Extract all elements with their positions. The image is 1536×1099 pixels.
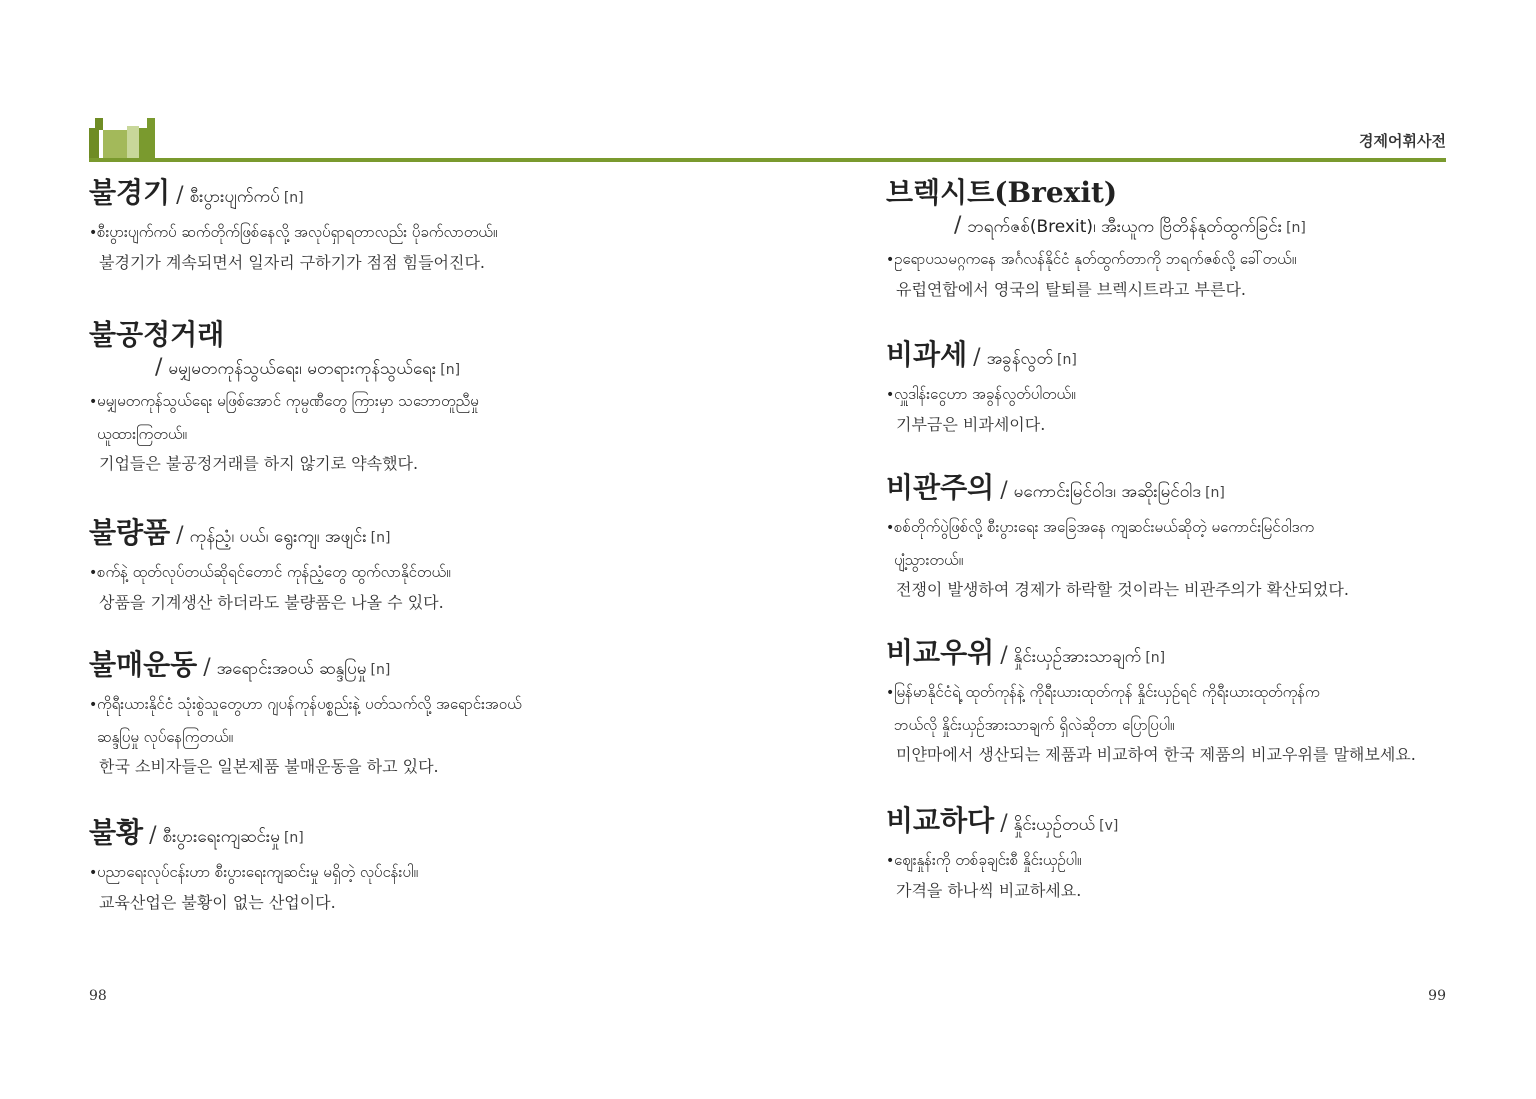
example-myanmar: •စက်နဲ့ ထုတ်လုပ်တယ်ဆိုရင်တောင် ကုန်ညံ့တွေ ထွက်လာနိုင်တယ်။ xyxy=(89,563,451,581)
entry-translation: နှိုင်းယှဉ်အားသာချက် xyxy=(1013,647,1142,667)
example-myanmar: •စစ်တိုက်ပွဲဖြစ်လို့ စီးပွားရေး အခြေအနေ ကျဆင်းမယ်ဆိုတဲ့ မကောင်းမြင်ဝါဒက xyxy=(886,518,1315,536)
entry-translation: အခွန်လွတ် xyxy=(986,349,1054,369)
example-korean: 상품을 기계생산 하더라도 불량품은 나올 수 있다. xyxy=(99,593,444,612)
part-of-speech: [n] xyxy=(370,662,391,678)
entry-headword-line: 비교하다 / နှိုင်းယှဉ်တယ် [v] xyxy=(886,804,1119,837)
entry-headword-line: 비과세 / အခွန်လွတ် [n] xyxy=(886,338,1077,371)
example-myanmar-continued: ယူထားကြတယ်။ xyxy=(97,425,187,443)
example-korean: 기업들은 불공정거래를 하지 않기로 약속했다. xyxy=(99,454,419,473)
part-of-speech: [n] xyxy=(283,830,304,846)
example-myanmar-continued: ဘယ်လို နှိုင်းယှဉ်အားသာချက် ရှိလဲဆိုတာ ပြောပြပါ။ xyxy=(894,716,1175,734)
entry-translation: မမျှမတကုန်သွယ်ရေး၊ မတရားကုန်သွယ်ရေး xyxy=(168,359,437,379)
example-korean: 유럽연합에서 영국의 탈퇴를 브렉시트라고 부른다. xyxy=(896,280,1247,299)
example-myanmar: •မမျှမတကုန်သွယ်ရေး မဖြစ်အောင် ကုမ္ပဏီတွေ ကြားမှာ သဘောတူညီမှု xyxy=(89,392,479,410)
part-of-speech: [n] xyxy=(440,362,461,378)
entry-bulmaeundong xyxy=(89,647,709,815)
entry-headword-line: 불량품 / ကုန်ညံ့၊ ပယ်၊ ရွေးကျ၊ အဖျင်း [n] xyxy=(89,516,391,549)
entry-bigyohada xyxy=(886,803,1446,905)
entry-bullyangpum xyxy=(89,515,709,647)
example-myanmar: •ပညာရေးလုပ်ငန်းဟာ စီးပွားရေးကျဆင်းမှု မရှိတဲ့ လုပ်ငန်းပါ။ xyxy=(89,863,419,881)
left-page-number: 98 xyxy=(89,988,107,1004)
right-page-number: 99 xyxy=(1428,988,1446,1004)
example-korean: 가격을 하나씩 비교하세요. xyxy=(896,881,1082,900)
entry-term: 비관주의 xyxy=(886,471,995,504)
entry-term: 비과세 xyxy=(886,338,968,371)
entry-translation-line: / ဘရက်ဇစ်(Brexit)၊ အီးယူက ဗြိတိန်နုတ်ထွက်ခြင်း [n] xyxy=(954,213,1306,238)
entry-term: 불매운동 xyxy=(89,648,198,681)
entry-headword-line: 비교우위 / နှိုင်းယှဉ်အားသာချက် [n] xyxy=(886,636,1166,669)
entry-translation: မကောင်းမြင်ဝါဒ၊ အဆိုးမြင်ဝါဒ xyxy=(1013,482,1202,502)
example-myanmar: •ဥရောပသမဂ္ဂကနေ အင်္ဂလန်နိုင်ငံ နုတ်ထွက်တာကို ဘရက်ဇစ်လို့ ခေါ်တယ်။ xyxy=(886,250,1297,268)
example-korean: 기부금은 비과세이다. xyxy=(896,415,1046,434)
entry-translation: ဘရက်ဇစ်(Brexit)၊ အီးယူက ဗြိတိန်နုတ်ထွက်ခြင်း xyxy=(967,217,1283,237)
book-stack-icon xyxy=(89,118,159,160)
entry-translation: နှိုင်းယှဉ်တယ် xyxy=(1013,815,1096,835)
entry-headword-line xyxy=(89,175,709,216)
book-title: 경제어휘사전 xyxy=(1359,132,1446,150)
entry-translation: စီးပွားပျက်ကပ် xyxy=(189,187,280,207)
left-page-entries xyxy=(89,175,709,917)
example-korean: 교육산업은 불황이 없는 산업이다. xyxy=(99,893,336,912)
part-of-speech: [n] xyxy=(1145,650,1166,666)
separator: / xyxy=(176,183,184,208)
example-myanmar: •ကိုရီးယားနိုင်ငံ သုံးစွဲသူတွေဟာ ဂျပန်ကုန်ပစ္စည်းနဲ့ ပတ်သက်လို့ အရောင်းအဝယ် xyxy=(89,695,522,713)
entry-bulhwang xyxy=(89,815,709,917)
entry-translation: ကုန်ညံ့၊ ပယ်၊ ရွေးကျ၊ အဖျင်း xyxy=(189,527,367,547)
bullet: • xyxy=(89,225,98,241)
example-myanmar: •မြန်မာနိုင်ငံရဲ့ ထုတ်ကုန်နဲ့ ကိုရီးယားထုတ်ကုန် နှိုင်းယှဉ်ရင် ကိုရီးယားထုတ်ကုန်က xyxy=(886,683,1320,701)
entry-headword-line: 비관주의 / မကောင်းမြင်ဝါဒ၊ အဆိုးမြင်ဝါဒ [n] xyxy=(886,471,1225,504)
part-of-speech: [n] xyxy=(370,530,391,546)
entry-bigyouwi xyxy=(886,635,1446,803)
entry-term: 불황 xyxy=(89,816,144,849)
part-of-speech: [n] xyxy=(283,190,304,206)
part-of-speech: [n] xyxy=(1205,485,1225,501)
part-of-speech: [n] xyxy=(1286,220,1306,236)
example-myanmar: •ဈေးနှုန်းကို တစ်ခုချင်းစီ နှိုင်းယှဉ်ပါ။ xyxy=(886,851,1082,869)
entry-headword-line: 불매운동 / အရောင်းအဝယ် ဆန္ဒပြမှု [n] xyxy=(89,648,391,681)
entry-term: 불공정거래 xyxy=(89,318,225,351)
example-korean: 미얀마에서 생산되는 제품과 비교하여 한국 제품의 비교우위를 말해보세요. xyxy=(896,745,1416,764)
example-myanmar: •လှူဒါန်းငွေဟာ အခွန်လွတ်ပါတယ်။ xyxy=(886,385,1076,403)
entry-bulgyeonggi xyxy=(89,175,709,317)
entry-bigwanjuui xyxy=(886,470,1446,635)
entry-brexit xyxy=(886,175,1446,337)
example-myanmar-continued: ဆန္ဒပြမှု လုပ်နေကြတယ်။ xyxy=(97,728,234,746)
entry-term: 브렉시트(Brexit) xyxy=(886,176,1118,209)
entry-term: 불경기 xyxy=(89,176,171,209)
right-page-entries xyxy=(886,175,1446,905)
example-korean: 한국 소비자들은 일본제품 불매운동을 하고 있다. xyxy=(99,757,439,776)
entry-translation: အရောင်းအဝယ် ဆန္ဒပြမှု xyxy=(216,659,367,679)
entry-bigwase xyxy=(886,337,1446,470)
header-rule xyxy=(89,158,1446,162)
example-korean: 불경기가 계속되면서 일자리 구하기가 점점 힘들어진다. xyxy=(99,253,486,272)
part-of-speech: [n] xyxy=(1057,352,1077,368)
entry-translation: စီးပွားရေးကျဆင်းမှု xyxy=(162,827,280,847)
example-myanmar-continued: ပျံ့သွားတယ်။ xyxy=(894,551,964,569)
entry-bulgongjeonggeorae xyxy=(89,317,709,515)
example-korean: 전쟁이 발생하여 경제가 하락할 것이라는 비관주의가 확산되었다. xyxy=(896,580,1349,599)
part-of-speech: [v] xyxy=(1099,818,1119,834)
entry-term: 불량품 xyxy=(89,516,171,549)
entry-term: 비교하다 xyxy=(886,804,995,837)
entry-headword-line: 불황 / စီးပွားရေးကျဆင်းမှု [n] xyxy=(89,816,304,849)
entry-term: 비교우위 xyxy=(886,636,995,669)
entry-translation-line: / မမျှမတကုန်သွယ်ရေး၊ မတရားကုန်သွယ်ရေး [n] xyxy=(155,355,461,380)
example-myanmar: •စီးပွားပျက်ကပ် ဆက်တိုက်ဖြစ်နေလို့ အလုပ်ရှာရတာလည်း ပိုခက်လာတယ်။ xyxy=(89,216,709,249)
